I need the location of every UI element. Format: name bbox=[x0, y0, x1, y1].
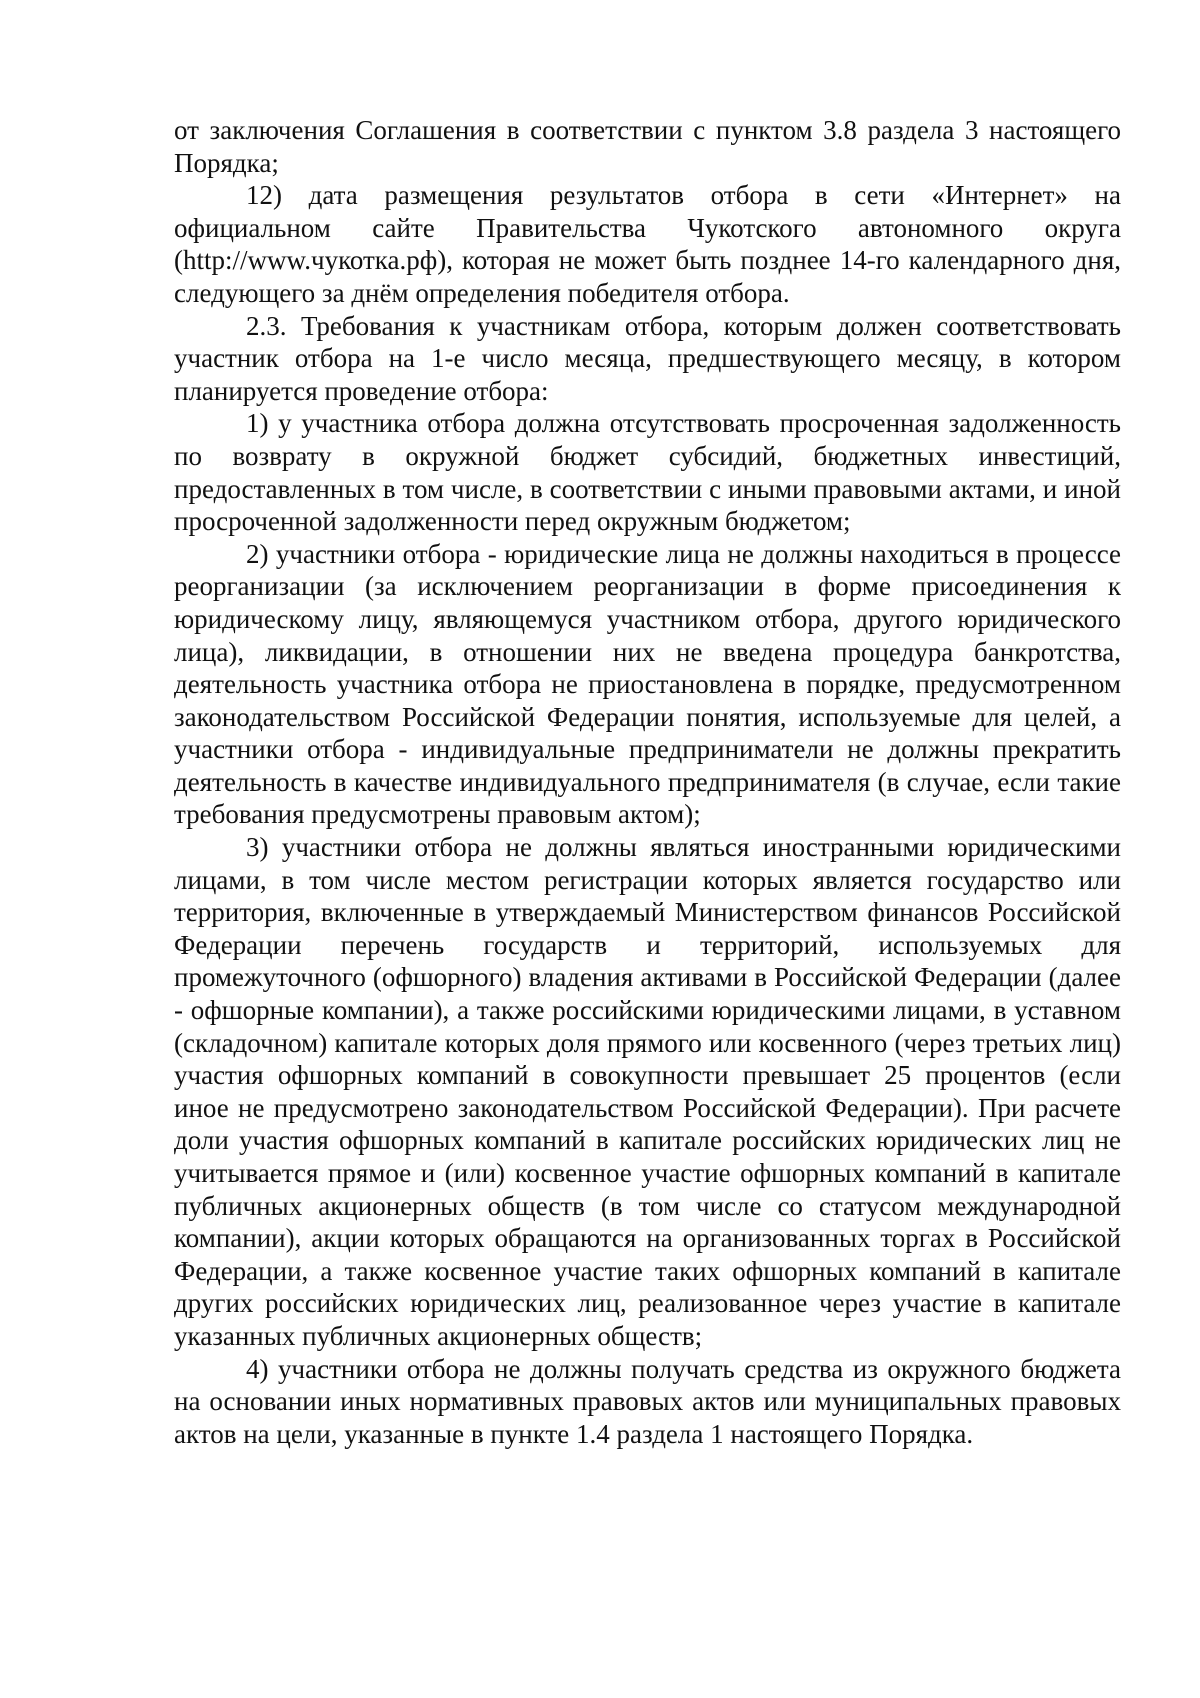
paragraph-item-2: 2) участники отбора - юридические лица не должны находиться в процессе реорганизации (за исключением реорганизации в форме присоединения к юридическому лицу, являющемуся участником отбора, другого юридического лица), ликвидации, в отношении них не введена процедура банкротства, деятельность участника отбора не приостановлена в порядке, предусмотренном законодательством Российской Федерации понятия, используемые для целей, а участники отбора - индивидуальные предприниматели не должны прекратить деятельность в качестве индивидуального предпринимателя (в случае, если такие требования предусмотрены правовым актом); bbox=[174, 538, 1121, 830]
paragraph-continuation: от заключения Соглашения в соответствии с пунктом 3.8 раздела 3 настоящего Порядка; bbox=[174, 115, 1121, 178]
paragraph-item-1: 1) у участника отбора должна отсутствовать просроченная задолженность по возврату в окружной бюджет субсидий, бюджетных инвестиций, предоставленных в том числе, в соответствии с иными правовыми актами, и иной просроченной задолженности перед окружным бюджетом; bbox=[174, 408, 1121, 537]
paragraph-item-4: 4) участники отбора не должны получать средства из окружного бюджета на основании иных нормативных правовых актов или муниципальных правовых актов на цели, указанные в пункте 1.4 раздела 1 настоящего Порядка. bbox=[174, 1353, 1121, 1449]
document-body bbox=[174, 114, 1121, 1450]
paragraph-item-3: 3) участники отбора не должны являться иностранными юридическими лицами, в том числе местом регистрации которых является государство или территория, включенные в утверждаемый Министерством финансов Российской Федерации перечень государств и территорий, используемых для промежуточного (офшорного) владения активами в Российской Федерации (далее - офшорные компании), а также российскими юридическими лицами, в уставном (складочном) капитале которых доля прямого или косвенного (через третьих лиц) участия офшорных компаний в совокупности превышает 25 процентов (если иное не предусмотрено законодательством Российской Федерации). При расчете доли участия офшорных компаний в капитале российских юридических лиц не учитывается прямое и (или) косвенное участие офшорных компаний в капитале публичных акционерных обществ (в том числе со статусом международной компании), акции которых обращаются на организованных торгах в Российской Федерации, а также косвенное участие таких офшорных компаний в капитале других российских юридических лиц, реализованное через участие в капитале указанных публичных акционерных обществ; bbox=[174, 832, 1121, 1351]
paragraph-item-12: 12) дата размещения результатов отбора в сети «Интернет» на официальном сайте Правительства Чукотского автономного округа (http://www.чукотка.рф), которая не может быть позднее 14-го календарного дня, следующего за днём определения победителя отбора. bbox=[174, 180, 1121, 308]
paragraph-section-2-3: 2.3. Требования к участникам отбора, которым должен соответствовать участник отбора на 1-е число месяца, предшествующего месяцу, в котором планируется проведение отбора: bbox=[174, 310, 1121, 406]
